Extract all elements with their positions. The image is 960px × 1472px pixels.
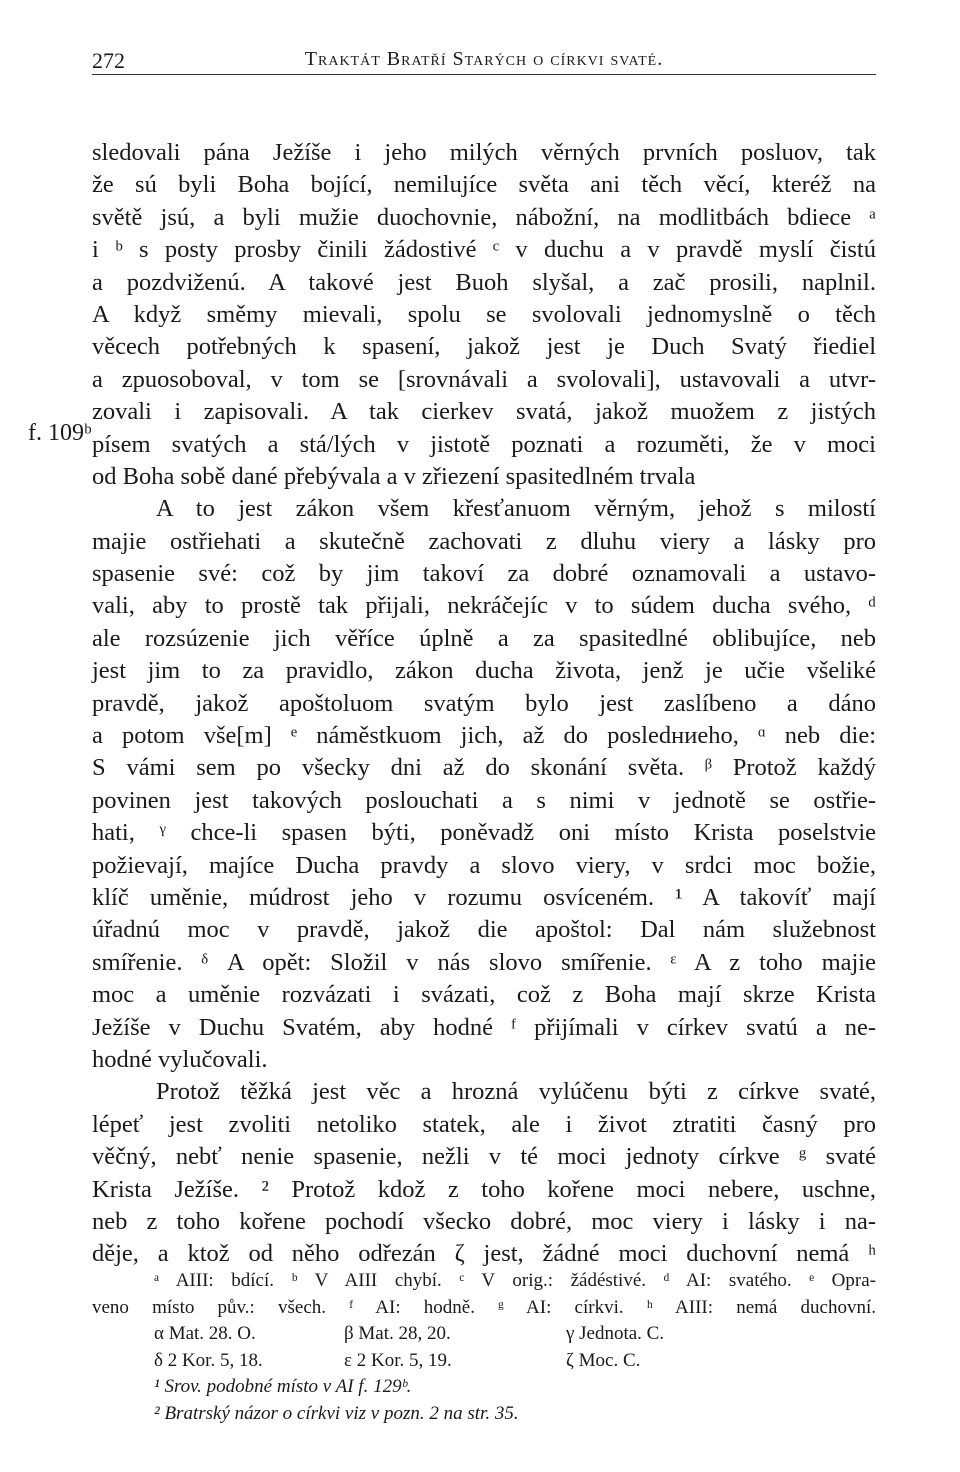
reference-row	[92, 1321, 876, 1348]
body-line: od Boha sobě dané přebývala a v zřiezení spasitedlném trvala	[92, 462, 696, 490]
body-line: Krista Ježíše. ² Protož kdož z toho kořene moci nebere, uschne,	[92, 1175, 876, 1203]
body-line: požievají, majíce Ducha pravdy a slovo viery, v srdci moc božie,	[92, 851, 876, 879]
body-line: i ᵇ s posty prosby činili žádostivé ᶜ v duchu a v pravdě myslí čistú	[92, 236, 876, 264]
body-line: smířenie. ᵟ A opět: Složil v nás slovo smířenie. ᵋ A z toho majie	[92, 948, 876, 976]
body-line: S vámi sem po všecky dni až do skonání světa. ᵝ Protož každý	[92, 754, 876, 782]
critical-apparatus-line: veno místo pův.: všech. ᶠ AI: hodně. ᵍ AI: církvi. ʰ AIII: nemá duchovní.	[92, 1296, 876, 1318]
body-line: sledovali pána Ježíše i jeho milých věrných prvních posluov, tak	[92, 139, 876, 166]
body-line: a potom vše[m] ᵉ náměstkuom jich, až do posledниeho, ᵅ neb die:	[92, 722, 876, 750]
reference-note: ε 2 Kor. 5, 19.	[344, 1349, 452, 1371]
body-line: hati, ᵞ chce-li spasen býti, poněvadž oni místo Krista poselstvie	[92, 819, 876, 847]
body-line: ale rozsúzenie jich věříce úplně a za spasitedlné oblibujíce, neb	[92, 624, 876, 652]
body-line: moc a uměnie rozvázati i svázati, což z Boha mají skrze Krista	[92, 981, 876, 1009]
body-line: věcech potřebných k spasení, jakož jest je Duch Svatý řiediel	[92, 333, 876, 361]
body-line: spasenie své: což by jim takoví za dobré oznamovali a ustavo-	[92, 560, 876, 588]
body-line: majie ostřiehati a skutečně zachovati z dluhu viery a lásky pro	[92, 527, 876, 555]
body-line: A to jest zákon všem křesťanuom věrným, jehož s milostí	[156, 495, 876, 523]
body-line: povinen jest takových poslouchati a s nimi v jednotě se ostřie-	[92, 786, 876, 814]
folio-margin-note: f. 109ᵇ	[28, 420, 92, 446]
critical-apparatus-line: ᵃ AIII: bdící. ᵇ V AIII chybí. ᶜ V orig.: žádéstivé. ᵈ AI: svatého. ᵉ Opra-	[154, 1270, 876, 1291]
body-line: vali, aby to prostě tak přijali, nekráčejíc v to súdem ducha svého, ᵈ	[92, 592, 876, 620]
header-rule	[92, 74, 876, 75]
reference-note: β Mat. 28, 20.	[344, 1323, 451, 1344]
reference-note: δ 2 Kor. 5, 18.	[154, 1349, 263, 1371]
page-number: 272	[92, 48, 125, 73]
body-line: že sú byli Boha bojící, nemilujíce světa ani těch věcí, kteréž na	[92, 171, 876, 199]
reference-row	[92, 1348, 876, 1375]
reference-note: ζ Moc. C.	[566, 1349, 641, 1371]
footnotes	[92, 1268, 876, 1427]
body-line: a zpuosoboval, v tom se [srovnávali a svolovali], ustavovali a utvr-	[92, 365, 876, 393]
body-line: klíč uměnie, múdrost jeho v rozumu osvíceném. ¹ A takovíť mají	[92, 883, 876, 911]
body-line: Ježíše v Duchu Svatém, aby hodné ᶠ přijímali v církev svatú a ne-	[92, 1013, 876, 1041]
reference-note: α Mat. 28. O.	[154, 1323, 256, 1344]
body-line: a pozdviženú. A takové jest Buoh slyšal, a zač prosili, naplnil.	[92, 268, 876, 296]
body-text	[92, 137, 876, 1271]
body-line: jest jim to za pravidlo, zákon ducha života, jenž je učie všeliké	[92, 657, 876, 685]
body-line: písem svatých a stá/lých v jistotě poznati a rozuměti, že v moci	[92, 430, 876, 458]
body-line: věčný, nebť nenie spasenie, nežli v té moci jednoty církve ᵍ svaté	[92, 1143, 876, 1171]
body-line: A když směmy mievali, spolu se svolovali jednomyslně o těch	[92, 300, 876, 328]
body-line: světě jsú, a byli mužie duochovnie, nábožní, na modlitbách bdiece ᵃ	[92, 203, 876, 231]
explanatory-note: ² Bratrský názor o církvi viz v pozn. 2 na str. 35.	[154, 1402, 519, 1424]
explanatory-note: ¹ Srov. podobné místo v AI f. 129ᵇ.	[154, 1376, 412, 1397]
body-line: lépeť jest zvoliti netoliko statek, ale i život ztratiti časný pro	[92, 1110, 876, 1138]
body-line: zovali i zapisovali. A tak cierkev svatá, jakož muožem z jistých	[92, 398, 876, 426]
running-title: Traktát Bratří Starých o církvi svaté.	[304, 48, 664, 70]
body-line: neb z toho kořene pochodí všecko dobré, moc viery i lásky i na-	[92, 1207, 876, 1235]
body-line: hodné vylučovali.	[92, 1045, 268, 1073]
page-header	[92, 40, 876, 74]
body-line: děje, a ktož od něho odřezán ζ jest, žádné moci duchovní nemá ʰ	[92, 1240, 876, 1268]
reference-note: γ Jednota. C.	[566, 1323, 665, 1344]
body-line: úřadnú moc v pravdě, jakož die apoštol: Dal nám služebnost	[92, 916, 876, 944]
body-line: pravdě, jakož apoštoluom svatým bylo jest zaslíbeno a dáno	[92, 689, 876, 717]
body-line: Protož těžká jest věc a hrozná vylúčenu býti z církve svaté,	[156, 1078, 876, 1106]
